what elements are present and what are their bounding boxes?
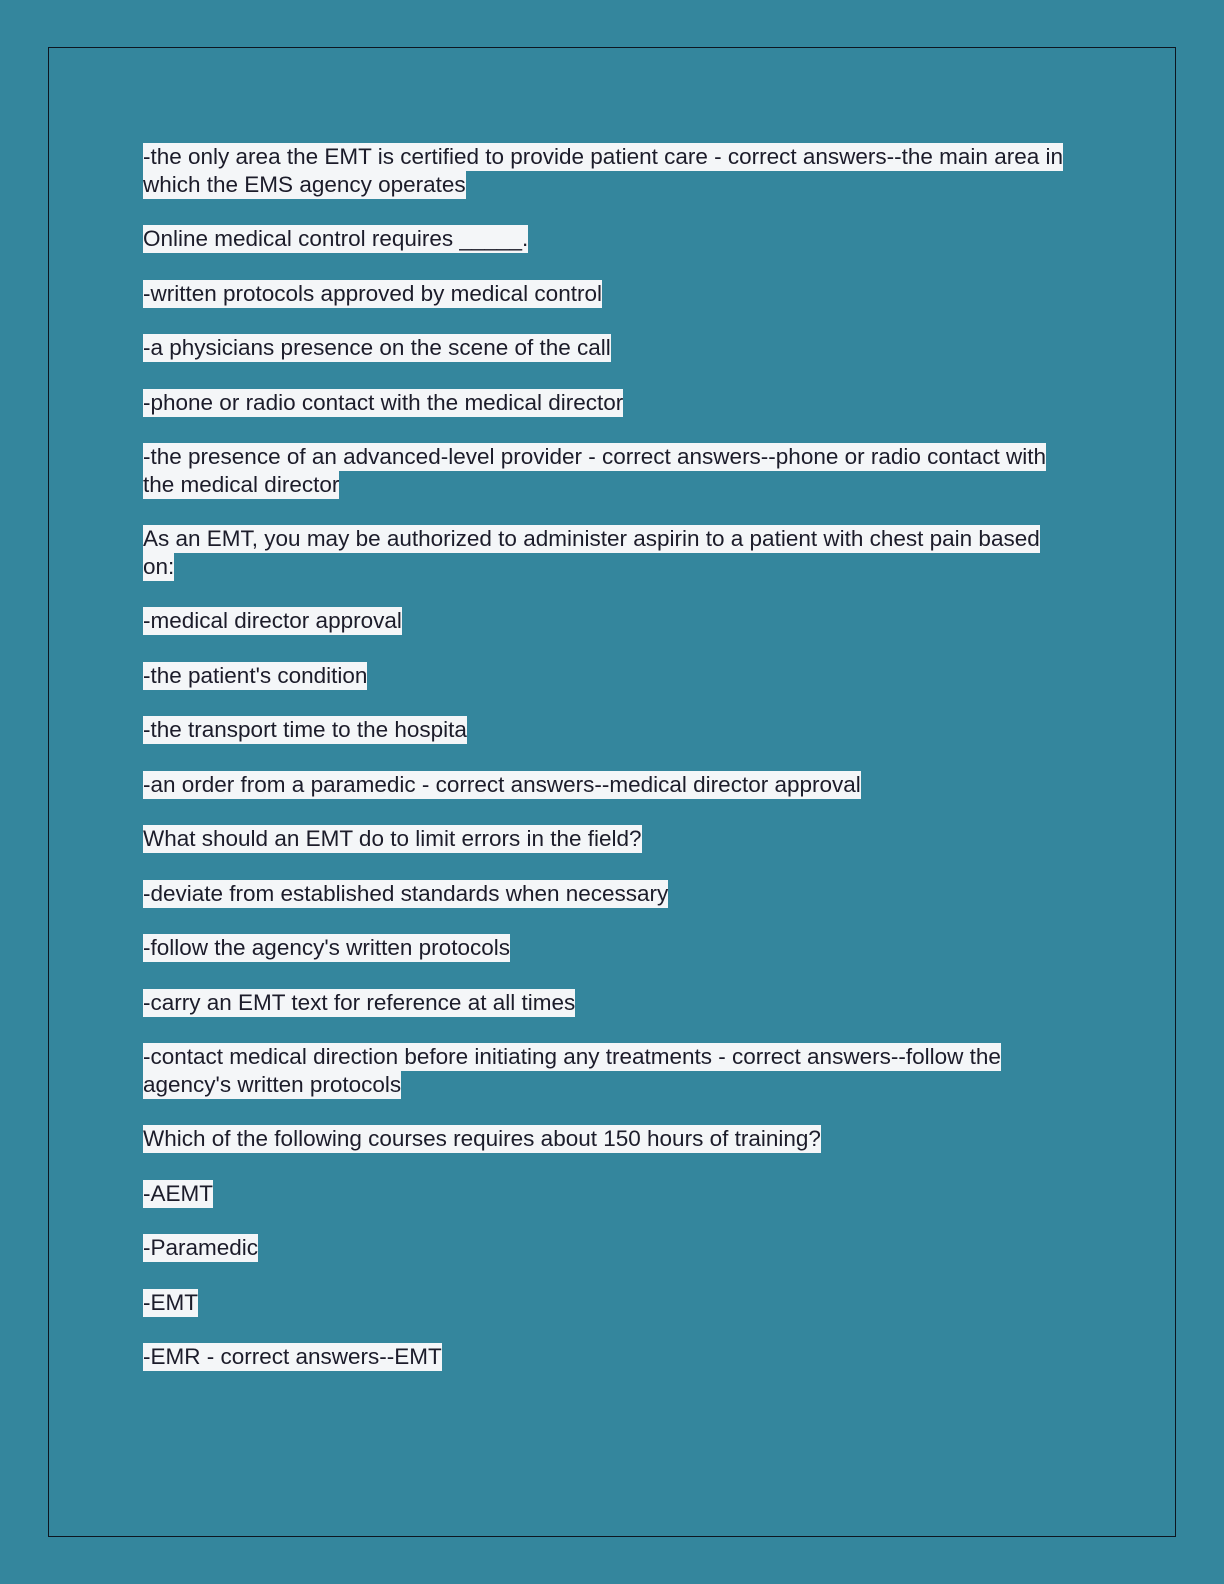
paragraph-text: Which of the following courses requires about 150 hours of training? — [143, 1126, 821, 1151]
paragraph-text: -carry an EMT text for reference at all times — [143, 989, 576, 1015]
option-paragraph — [143, 662, 1073, 690]
question-paragraph — [143, 225, 1073, 253]
answer-paragraph — [143, 143, 1073, 198]
paragraph-text: -the presence of an advanced-level provider - correct answers--phone or radio contact with the medical director — [143, 444, 1046, 497]
document-body — [143, 143, 1073, 1398]
option-paragraph — [143, 934, 1073, 962]
answer-paragraph — [143, 1043, 1073, 1098]
answer-paragraph — [143, 443, 1073, 498]
option-paragraph — [143, 989, 1073, 1017]
option-paragraph — [143, 389, 1073, 417]
answer-paragraph — [143, 771, 1073, 799]
option-paragraph — [143, 1234, 1073, 1262]
question-paragraph — [143, 525, 1073, 580]
option-paragraph — [143, 880, 1073, 908]
paragraph-text: -EMT — [143, 1289, 198, 1315]
option-paragraph — [143, 280, 1073, 308]
paragraph-text: -contact medical direction before initiating any treatments - correct answers--follow the agency's written protocols — [143, 1044, 1001, 1097]
paragraph-text: -a physicians presence on the scene of the call — [143, 335, 611, 360]
option-paragraph — [143, 607, 1073, 635]
paragraph-text: -the only area the EMT is certified to provide patient care - correct answers--the main area in which the EMS agency operates — [143, 144, 1063, 197]
paragraph-text: -written protocols approved by medical control — [143, 280, 602, 306]
question-paragraph — [143, 825, 1073, 853]
paragraph-text: -EMR - correct answers--EMT — [143, 1344, 442, 1369]
paragraph-text: -the transport time to the hospita — [143, 717, 467, 742]
option-paragraph — [143, 1180, 1073, 1208]
paragraph-text: Online medical control requires _____. — [143, 226, 529, 251]
answer-paragraph — [143, 1343, 1073, 1371]
paragraph-text: -medical director approval — [143, 608, 402, 633]
paragraph-text: -follow the agency's written protocols — [143, 935, 510, 960]
paragraph-text: -phone or radio contact with the medical director — [143, 389, 624, 415]
paragraph-text: What should an EMT do to limit errors in the field? — [143, 826, 642, 851]
question-paragraph — [143, 1125, 1073, 1153]
paragraph-text: -the patient's condition — [143, 662, 368, 688]
paragraph-text: -Paramedic — [143, 1235, 259, 1260]
paragraph-text: As an EMT, you may be authorized to administer aspirin to a patient with chest pain based on: — [143, 526, 1040, 579]
option-paragraph — [143, 716, 1073, 744]
option-paragraph — [143, 334, 1073, 362]
paragraph-text: -an order from a paramedic - correct answers--medical director approval — [143, 771, 861, 797]
option-paragraph — [143, 1289, 1073, 1317]
paragraph-text: -AEMT — [143, 1180, 213, 1206]
paragraph-text: -deviate from established standards when necessary — [143, 880, 669, 906]
